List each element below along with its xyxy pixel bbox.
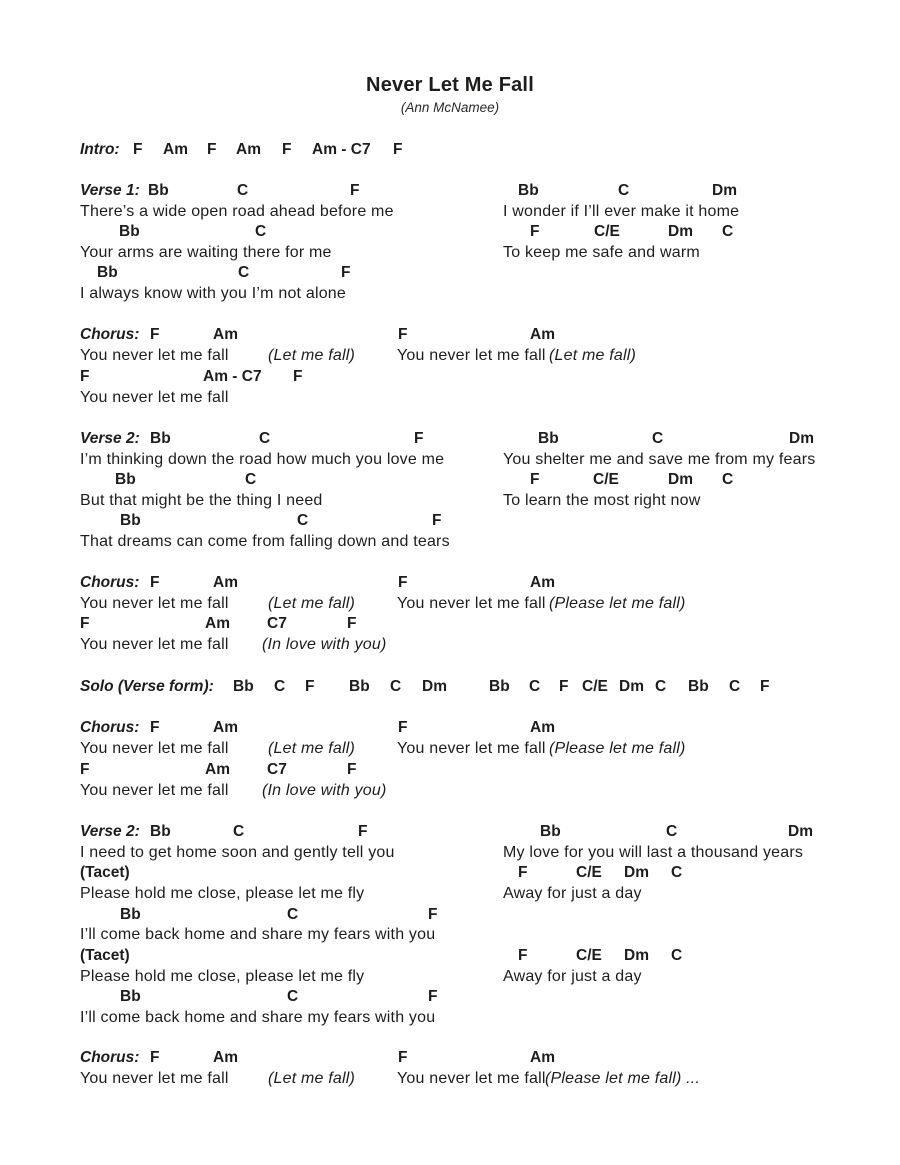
- chord: C: [259, 430, 271, 447]
- chord: F: [518, 947, 528, 964]
- chord: Dm: [624, 947, 649, 964]
- backing-vocal: (Please let me fall): [549, 595, 686, 612]
- lyric-line: You never let me fall: [397, 740, 546, 757]
- section-label: Chorus:: [80, 326, 140, 343]
- lyric-line: Your arms are waiting there for me: [80, 244, 332, 261]
- chord: F: [393, 141, 403, 158]
- lyric-line: That dreams can come from falling down and tears: [80, 533, 450, 550]
- chord: Am: [213, 719, 238, 736]
- chord: Dm: [788, 823, 813, 840]
- chord: C: [255, 223, 267, 240]
- lyric-line: I’ll come back home and share my fears with you: [80, 926, 436, 943]
- chord: Bb: [540, 823, 561, 840]
- section-label: Chorus:: [80, 1049, 140, 1066]
- chord: C/E: [593, 471, 619, 488]
- chord: Dm: [668, 223, 693, 240]
- backing-vocal: (Let me fall): [268, 347, 356, 364]
- chord: Bb: [120, 988, 141, 1005]
- lyric-line: Please hold me close, please let me fly: [80, 885, 365, 902]
- section-label: Verse 2:: [80, 430, 140, 447]
- chord: Am: [530, 1049, 555, 1066]
- chord: F: [559, 678, 569, 695]
- lyric-line: You never let me fall: [397, 595, 546, 612]
- chord: C: [655, 678, 667, 695]
- chord: F: [432, 512, 442, 529]
- chord: C: [652, 430, 664, 447]
- tacet-marking: (Tacet): [80, 947, 130, 964]
- chord: C/E: [576, 864, 602, 881]
- chord: F: [282, 141, 292, 158]
- lyric-line: Please hold me close, please let me fly: [80, 968, 365, 985]
- lyric-line: I’m thinking down the road how much you love me: [80, 451, 445, 468]
- section-label: Verse 1:: [80, 182, 140, 199]
- chord: F: [398, 1049, 408, 1066]
- chord: F: [150, 574, 160, 591]
- section-label: Chorus:: [80, 574, 140, 591]
- chord: Am: [213, 574, 238, 591]
- chord: F: [358, 823, 368, 840]
- lyric-line: You never let me fall: [80, 636, 229, 653]
- chord: F: [80, 368, 90, 385]
- chord: F: [518, 864, 528, 881]
- lyric-line: To learn the most right now: [503, 492, 701, 509]
- chord: F: [347, 761, 357, 778]
- chord: F: [398, 574, 408, 591]
- chord: C: [274, 678, 286, 695]
- chord: Bb: [349, 678, 370, 695]
- backing-vocal: (Let me fall): [268, 1070, 356, 1087]
- chord: F: [760, 678, 770, 695]
- section-label: Verse 2:: [80, 823, 140, 840]
- backing-vocal: (Please let me fall): [549, 740, 686, 757]
- lyric-line: Away for just a day: [503, 885, 642, 902]
- chord: C: [390, 678, 402, 695]
- chord: Bb: [688, 678, 709, 695]
- chord: Am: [530, 326, 555, 343]
- chord: C: [237, 182, 249, 199]
- chord: Bb: [120, 512, 141, 529]
- chord: C: [233, 823, 245, 840]
- backing-vocal: (Let me fall): [268, 595, 356, 612]
- lyric-line: You never let me fall: [80, 1070, 229, 1087]
- chord: C: [722, 471, 734, 488]
- chord: Bb: [150, 430, 171, 447]
- chord: C7: [267, 761, 287, 778]
- chord: C: [529, 678, 541, 695]
- backing-vocal: (Let me fall): [549, 347, 637, 364]
- section-label: Chorus:: [80, 719, 140, 736]
- backing-vocal: (In love with you): [262, 782, 387, 799]
- lyric-line: You never let me fall: [80, 740, 229, 757]
- chord: F: [150, 719, 160, 736]
- chord: F: [398, 719, 408, 736]
- lyric-line: My love for you will last a thousand years: [503, 844, 804, 861]
- lyric-line: You never let me fall: [80, 595, 229, 612]
- chord: C: [238, 264, 250, 281]
- chord: C: [287, 906, 299, 923]
- chord: C: [287, 988, 299, 1005]
- chord: Am: [530, 574, 555, 591]
- chord: F: [150, 1049, 160, 1066]
- chord: C/E: [594, 223, 620, 240]
- lyric-line: You never let me fall: [397, 1070, 546, 1087]
- lyric-line: You shelter me and save me from my fears: [503, 451, 816, 468]
- section-label: Intro:: [80, 141, 120, 158]
- chord: Dm: [624, 864, 649, 881]
- chord: Am: [213, 1049, 238, 1066]
- chord: Am - C7: [312, 141, 371, 158]
- lyric-line: You never let me fall: [80, 389, 229, 406]
- chord: C: [245, 471, 257, 488]
- chord: F: [347, 615, 357, 632]
- chord: Am: [236, 141, 261, 158]
- chord: F: [398, 326, 408, 343]
- chord: Bb: [538, 430, 559, 447]
- chord: Am: [163, 141, 188, 158]
- chord: C: [297, 512, 309, 529]
- chord: F: [428, 988, 438, 1005]
- lyric-line: I wonder if I’ll ever make it home: [503, 203, 740, 220]
- lyric-line: I need to get home soon and gently tell you: [80, 844, 395, 861]
- song-title: Never Let Me Fall: [366, 74, 534, 96]
- chord: F: [530, 223, 540, 240]
- chord: Am: [205, 761, 230, 778]
- chord: Dm: [422, 678, 447, 695]
- lyric-line: I’ll come back home and share my fears with you: [80, 1009, 436, 1026]
- chord: F: [341, 264, 351, 281]
- chord: F: [305, 678, 315, 695]
- chord: Bb: [233, 678, 254, 695]
- chord: F: [80, 615, 90, 632]
- chord: Bb: [97, 264, 118, 281]
- chord: F: [293, 368, 303, 385]
- chord: C: [671, 947, 683, 964]
- lyric-line: There’s a wide open road ahead before me: [80, 203, 394, 220]
- chord: F: [350, 182, 360, 199]
- chord: Dm: [668, 471, 693, 488]
- lyric-line: Away for just a day: [503, 968, 642, 985]
- chord: Bb: [518, 182, 539, 199]
- chord: Bb: [120, 906, 141, 923]
- chord: C7: [267, 615, 287, 632]
- chord: F: [530, 471, 540, 488]
- lyric-line: You never let me fall: [80, 782, 229, 799]
- chord: F: [428, 906, 438, 923]
- chord: C: [729, 678, 741, 695]
- song-composer: (Ann McNamee): [400, 100, 500, 115]
- backing-vocal: (In love with you): [262, 636, 387, 653]
- section-label: Solo (Verse form):: [80, 678, 214, 695]
- chord: C: [618, 182, 630, 199]
- chord: Am: [530, 719, 555, 736]
- lyric-line: But that might be the thing I need: [80, 492, 323, 509]
- chord: F: [207, 141, 217, 158]
- chord: Bb: [115, 471, 136, 488]
- chord: C: [722, 223, 734, 240]
- lyric-line: You never let me fall: [80, 347, 229, 364]
- chord: Am: [205, 615, 230, 632]
- chord: C: [666, 823, 678, 840]
- chord: Am - C7: [203, 368, 262, 385]
- chord: Bb: [150, 823, 171, 840]
- chord: F: [80, 761, 90, 778]
- lyric-line: I always know with you I’m not alone: [80, 285, 346, 302]
- lyric-line: To keep me safe and warm: [503, 244, 700, 261]
- chord: Bb: [489, 678, 510, 695]
- chord: C/E: [576, 947, 602, 964]
- chord: Dm: [619, 678, 644, 695]
- chord: Bb: [119, 223, 140, 240]
- chord: Bb: [148, 182, 169, 199]
- chord: F: [150, 326, 160, 343]
- backing-vocal: (Please let me fall) ...: [545, 1070, 701, 1087]
- chord: F: [133, 141, 143, 158]
- lyric-line: You never let me fall: [397, 347, 546, 364]
- chord: Dm: [789, 430, 814, 447]
- chord: F: [414, 430, 424, 447]
- chord: Am: [213, 326, 238, 343]
- backing-vocal: (Let me fall): [268, 740, 356, 757]
- chord: Dm: [712, 182, 737, 199]
- tacet-marking: (Tacet): [80, 864, 130, 881]
- chord: C: [671, 864, 683, 881]
- chord: C/E: [582, 678, 608, 695]
